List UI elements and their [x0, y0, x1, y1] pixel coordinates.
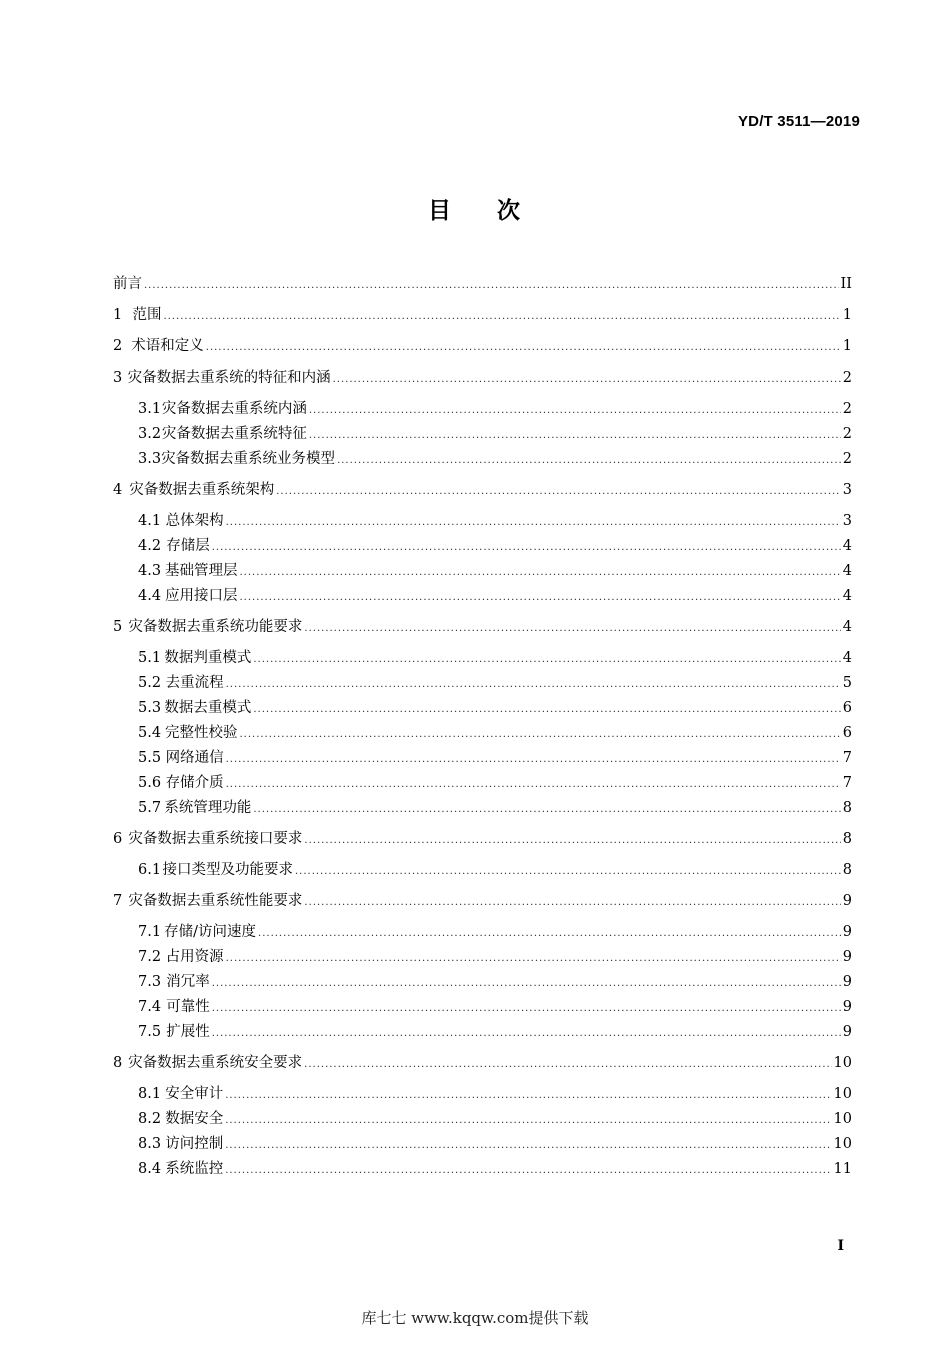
toc-entry-number: 5.3 — [138, 700, 162, 716]
toc-entry-number: 5.2 — [138, 675, 162, 691]
toc-entry-title: 系统监控 — [165, 1161, 224, 1177]
toc-entry-title: 灾备数据去重系统架构 — [129, 482, 275, 498]
toc-entry-page: 10 — [833, 1136, 852, 1152]
toc-leader-dots — [226, 513, 841, 533]
toc-entry-number: 7.2 — [138, 949, 162, 965]
toc-entry[interactable] — [138, 511, 852, 531]
toc-leader-dots — [226, 750, 841, 770]
toc-entry-number: 7.4 — [138, 999, 162, 1015]
toc-entry[interactable] — [113, 829, 852, 849]
toc-entry-title: 范围 — [132, 307, 162, 323]
toc-entry-title: 灾备数据去重系统业务模型 — [161, 451, 336, 467]
toc-entry-page: 3 — [842, 513, 852, 529]
toc-leader-dots — [333, 370, 841, 390]
toc-entry-title: 消冗率 — [166, 974, 210, 990]
toc-entry[interactable] — [138, 586, 852, 606]
toc-entry-page: 1 — [842, 307, 852, 323]
toc-entry-title: 接口类型及功能要求 — [162, 862, 293, 878]
toc-heading-char-2: 次 — [497, 198, 522, 224]
toc-entry-page: 9 — [842, 949, 852, 965]
toc-leader-dots — [253, 700, 840, 720]
toc-entry-page: 9 — [842, 1024, 852, 1040]
toc-leader-dots — [226, 675, 841, 695]
toc-entry[interactable] — [138, 972, 852, 992]
toc-entry[interactable] — [138, 798, 852, 818]
toc-leader-dots — [225, 1111, 831, 1131]
toc-leader-dots — [212, 1024, 841, 1044]
toc-leader-dots — [304, 831, 840, 851]
toc-entry-number: 8.3 — [138, 1136, 162, 1152]
toc-entry-number: 1 — [113, 307, 123, 323]
toc-entry[interactable] — [113, 274, 852, 294]
toc-leader-dots — [276, 482, 841, 502]
toc-leader-dots — [212, 999, 841, 1019]
toc-entry-page: 9 — [842, 974, 852, 990]
toc-leader-dots — [225, 1161, 831, 1181]
toc-entry-title: 灾备数据去重系统安全要求 — [128, 1055, 303, 1071]
toc-entry[interactable] — [138, 536, 852, 556]
toc-leader-dots — [226, 775, 841, 795]
toc-entry-title: 应用接口层 — [164, 588, 238, 604]
toc-entry-title: 系统管理功能 — [164, 800, 252, 816]
toc-entry-number: 3 — [113, 370, 123, 386]
toc-entry-page: 2 — [842, 426, 852, 442]
toc-leader-dots — [253, 650, 840, 670]
toc-leader-dots — [212, 538, 841, 558]
toc-entry-number: 5.7 — [138, 800, 162, 816]
toc-entry[interactable] — [113, 336, 852, 356]
toc-entry[interactable] — [113, 368, 852, 388]
toc-entry-page: 7 — [842, 775, 852, 791]
toc-entry-title: 前言 — [113, 276, 142, 292]
toc-entry[interactable] — [138, 673, 852, 693]
toc-entry-number: 5.4 — [138, 725, 162, 741]
toc-entry-number: 7.5 — [138, 1024, 162, 1040]
toc-entry-title: 可靠性 — [166, 999, 210, 1015]
toc-entry-number: 4.4 — [138, 588, 162, 604]
toc-entry-page: 10 — [833, 1086, 852, 1102]
document-code: YD/T 3511—2019 — [737, 113, 860, 130]
toc-leader-dots — [239, 588, 840, 608]
toc-entry-page: 9 — [842, 924, 852, 940]
toc-entry-number: 5.1 — [138, 650, 162, 666]
toc-entry-number: 3.1 — [138, 401, 162, 417]
toc-entry-title: 存储介质 — [165, 775, 224, 791]
toc-entry-page: 6 — [842, 700, 852, 716]
toc-leader-dots — [239, 563, 840, 583]
toc-leader-dots — [212, 974, 841, 994]
toc-entry-page: 7 — [842, 750, 852, 766]
toc-entry[interactable] — [138, 748, 852, 768]
toc-leader-dots — [258, 924, 841, 944]
toc-entry-title: 扩展性 — [166, 1024, 210, 1040]
toc-entry-page: 3 — [842, 482, 852, 498]
toc-leader-dots — [206, 338, 841, 358]
toc-entry[interactable] — [138, 1109, 852, 1129]
toc-entry-title: 灾备数据去重系统功能要求 — [128, 619, 303, 635]
toc-entry-title: 数据判重模式 — [164, 650, 252, 666]
toc-entry[interactable] — [138, 648, 852, 668]
toc-leader-dots — [163, 307, 840, 327]
toc-entry-title: 基础管理层 — [164, 563, 238, 579]
toc-entry[interactable] — [138, 449, 852, 469]
toc-leader-dots — [239, 725, 840, 745]
toc-entry[interactable] — [138, 773, 852, 793]
toc-entry-title: 数据去重模式 — [164, 700, 252, 716]
toc-entry-page: 8 — [842, 831, 852, 847]
toc-entry-page: 4 — [842, 619, 852, 635]
toc-entry[interactable] — [138, 860, 852, 880]
toc-entry-number: 5 — [113, 619, 123, 635]
toc-entry-title: 占用资源 — [165, 949, 224, 965]
toc-entry-title: 灾备数据去重系统的特征和内涵 — [127, 370, 331, 386]
toc-entry-number: 4.3 — [138, 563, 162, 579]
toc-entry-page: 4 — [842, 538, 852, 554]
toc-leader-dots — [304, 619, 840, 639]
toc-entry[interactable] — [138, 947, 852, 967]
toc-entry[interactable] — [113, 617, 852, 637]
toc-entry-number: 8 — [113, 1055, 123, 1071]
toc-entry-page: 2 — [842, 401, 852, 417]
toc-entry-number: 7.1 — [138, 924, 162, 940]
toc-entry[interactable] — [138, 399, 852, 419]
toc-entry[interactable] — [138, 424, 852, 444]
toc-entry[interactable] — [138, 1134, 852, 1154]
toc-entry[interactable] — [138, 922, 852, 942]
toc-leader-dots — [295, 862, 841, 882]
toc-entry[interactable] — [138, 1084, 852, 1104]
toc-entry-page: 4 — [842, 563, 852, 579]
toc-leader-dots — [144, 276, 839, 296]
toc-leader-dots — [309, 426, 841, 446]
toc-entry[interactable] — [138, 723, 852, 743]
toc-entry-number: 5.6 — [138, 775, 162, 791]
toc-entry-title: 网络通信 — [165, 750, 224, 766]
toc-entry[interactable] — [113, 1053, 852, 1073]
toc-entry[interactable] — [113, 891, 852, 911]
toc-heading-char-1: 目 — [428, 198, 453, 224]
table-of-contents — [113, 0, 852, 1345]
toc-entry-page: 10 — [833, 1111, 852, 1127]
toc-leader-dots — [337, 451, 841, 471]
toc-entry-number: 6.1 — [138, 862, 162, 878]
toc-entry-page: 4 — [842, 588, 852, 604]
toc-entry-page: 11 — [833, 1161, 852, 1177]
toc-entry-title: 灾备数据去重系统接口要求 — [128, 831, 303, 847]
toc-entry[interactable] — [138, 1022, 852, 1042]
toc-entry-number: 7 — [113, 893, 123, 909]
toc-entry-title: 访问控制 — [165, 1136, 224, 1152]
toc-entry-page: 2 — [842, 451, 852, 467]
toc-entry-number: 4.1 — [138, 513, 162, 529]
toc-leader-dots — [309, 401, 841, 421]
toc-entry-title: 完整性校验 — [164, 725, 238, 741]
toc-entry-number: 8.2 — [138, 1111, 162, 1127]
toc-entry-title: 去重流程 — [165, 675, 224, 691]
toc-entry-number: 3.2 — [138, 426, 162, 442]
toc-entry-page: 8 — [842, 800, 852, 816]
toc-entry-page: 6 — [842, 725, 852, 741]
toc-entry-page: 1 — [842, 338, 852, 354]
toc-entry-number: 4.2 — [138, 538, 162, 554]
toc-leader-dots — [226, 949, 841, 969]
toc-entry[interactable] — [138, 1159, 852, 1179]
toc-entry-page: 9 — [842, 999, 852, 1015]
toc-entry-title: 灾备数据去重系统性能要求 — [128, 893, 303, 909]
toc-entry[interactable] — [138, 698, 852, 718]
toc-entry-page: 2 — [842, 370, 852, 386]
toc-entry-title: 存储层 — [166, 538, 210, 554]
toc-entry-number: 7.3 — [138, 974, 162, 990]
toc-entry[interactable] — [138, 997, 852, 1017]
toc-entry[interactable] — [138, 561, 852, 581]
toc-entry-title: 安全审计 — [165, 1086, 224, 1102]
toc-leader-dots — [253, 800, 840, 820]
toc-entry-page: II — [840, 276, 852, 292]
toc-entry-page: 9 — [842, 893, 852, 909]
toc-entry-number: 2 — [113, 338, 123, 354]
page-number: I — [837, 1238, 844, 1254]
toc-entry-title: 灾备数据去重系统特征 — [161, 426, 307, 442]
toc-entry-number: 8.4 — [138, 1161, 162, 1177]
toc-entry-number: 4 — [113, 482, 123, 498]
toc-entry-title: 存储/访问速度 — [164, 924, 257, 940]
toc-entry-number: 6 — [113, 831, 123, 847]
toc-entry-number: 5.5 — [138, 750, 162, 766]
toc-entry-page: 5 — [842, 675, 852, 691]
toc-entry-number: 8.1 — [138, 1086, 162, 1102]
toc-entry-title: 术语和定义 — [131, 338, 204, 354]
toc-leader-dots — [225, 1086, 831, 1106]
toc-leader-dots — [304, 893, 840, 913]
toc-leader-dots — [225, 1136, 831, 1156]
toc-entry-title: 数据安全 — [165, 1111, 224, 1127]
toc-entry-page: 10 — [833, 1055, 852, 1071]
toc-entry[interactable] — [113, 480, 852, 500]
toc-entry[interactable] — [113, 305, 852, 325]
toc-entry-number: 3.3 — [138, 451, 162, 467]
toc-entry-page: 4 — [842, 650, 852, 666]
toc-entry-page: 8 — [842, 862, 852, 878]
toc-leader-dots — [304, 1055, 831, 1075]
footer-download-note: 库七七 www.kqqw.com提供下载 — [361, 1309, 589, 1327]
toc-entry-title: 灾备数据去重系统内涵 — [161, 401, 307, 417]
toc-entry-title: 总体架构 — [165, 513, 224, 529]
